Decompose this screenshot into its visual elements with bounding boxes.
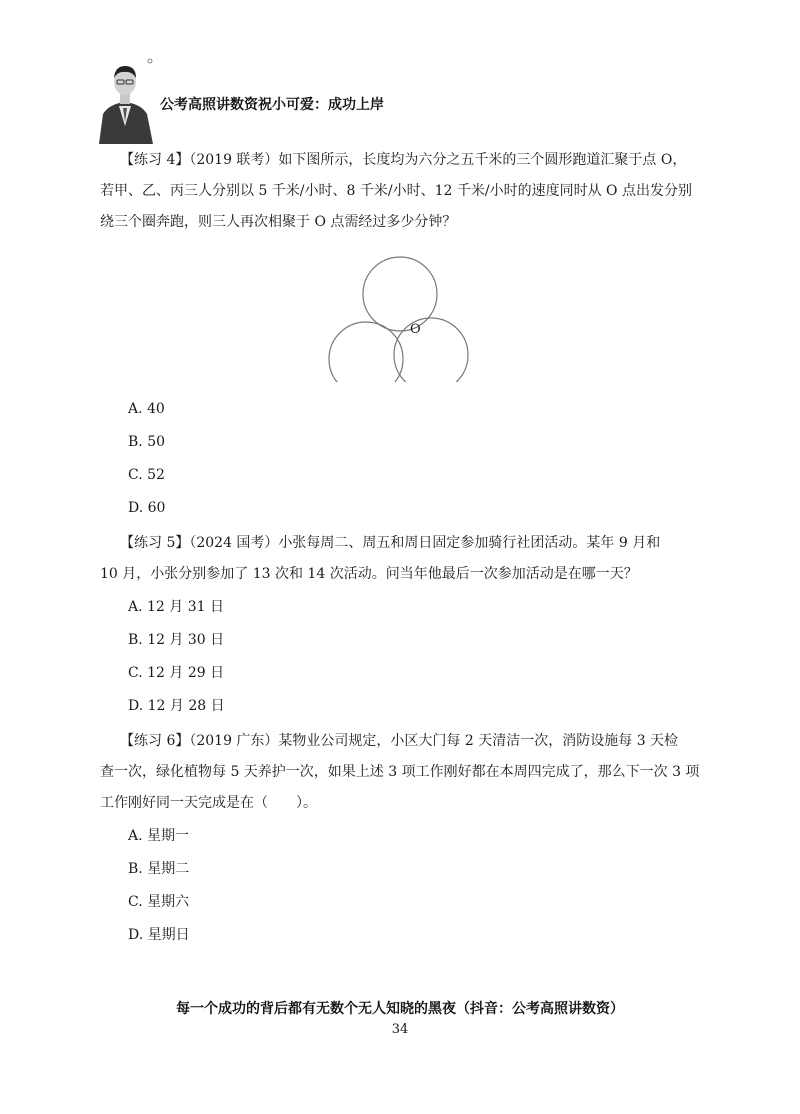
option-c[interactable]: C. 星期六 bbox=[128, 893, 190, 910]
question-5 bbox=[100, 528, 708, 722]
option-b[interactable]: B. 12 月 30 日 bbox=[128, 631, 225, 648]
option-c[interactable]: C. 52 bbox=[128, 466, 165, 483]
header-title: 公考高照讲数资祝小可爱：成功上岸 bbox=[160, 97, 384, 113]
option-c[interactable]: C. 12 月 29 日 bbox=[128, 664, 225, 681]
option-a[interactable]: A. 12 月 31 日 bbox=[128, 598, 224, 615]
question-stem-line: 【练习 5】（2024 国考）小张每周二、周五和周日固定参加骑行社团活动。某年 9 月和 bbox=[120, 535, 661, 551]
option-b[interactable]: B. 50 bbox=[128, 433, 166, 450]
option-a[interactable]: A. 星期一 bbox=[128, 827, 190, 844]
circle-left bbox=[329, 322, 403, 382]
page-number: 34 bbox=[391, 1022, 409, 1037]
circle-right bbox=[394, 318, 468, 382]
question-stem-line: 工作刚好同一天完成是在（ ）。 bbox=[100, 795, 317, 811]
question-stem-line: 10 月，小张分别参加了 13 次和 14 次活动。问当年他最后一次参加活动是在哪一天？ bbox=[100, 566, 638, 582]
question-stem-line: 若甲、乙、丙三人分别以 5 千米/小时、8 千米/小时、12 千米/小时的速度同时从 O 点出发分别 bbox=[100, 183, 692, 199]
question-stem-line: 查一次，绿化植物每 5 天养护一次，如果上述 3 项工作刚好都在本周四完成了，那么下一次 3 项 bbox=[100, 764, 700, 780]
question-stem-line: 绕三个圈奔跑，则三人再次相聚于 O 点需经过多少分钟？ bbox=[100, 214, 457, 230]
option-d[interactable]: D. 星期日 bbox=[128, 926, 190, 943]
point-o-label: O bbox=[410, 322, 421, 337]
footer-slogan: 每一个成功的背后都有无数个无人知晓的黑夜（抖音：公考高照讲数资） bbox=[176, 1001, 624, 1017]
author-portrait-icon bbox=[95, 56, 155, 144]
option-a[interactable]: A. 40 bbox=[128, 400, 165, 417]
question-6 bbox=[100, 726, 708, 951]
option-d[interactable]: D. 12 月 28 日 bbox=[128, 697, 225, 714]
option-b[interactable]: B. 星期二 bbox=[128, 860, 190, 877]
question-stem-line: 【练习 6】（2019 广东）某物业公司规定，小区大门每 2 天清洁一次，消防设施每 3 天检 bbox=[120, 733, 679, 749]
option-d[interactable]: D. 60 bbox=[128, 499, 166, 516]
page-content bbox=[100, 145, 708, 951]
circles-diagram bbox=[128, 242, 708, 382]
question-4 bbox=[100, 145, 708, 524]
question-stem-line: 【练习 4】（2019 联考）如下图所示，长度均为六分之五千米的三个圆形跑道汇聚于点 O， bbox=[120, 152, 687, 168]
page-header bbox=[95, 56, 595, 146]
three-circles-figure bbox=[128, 242, 708, 382]
circle-top bbox=[363, 257, 437, 331]
